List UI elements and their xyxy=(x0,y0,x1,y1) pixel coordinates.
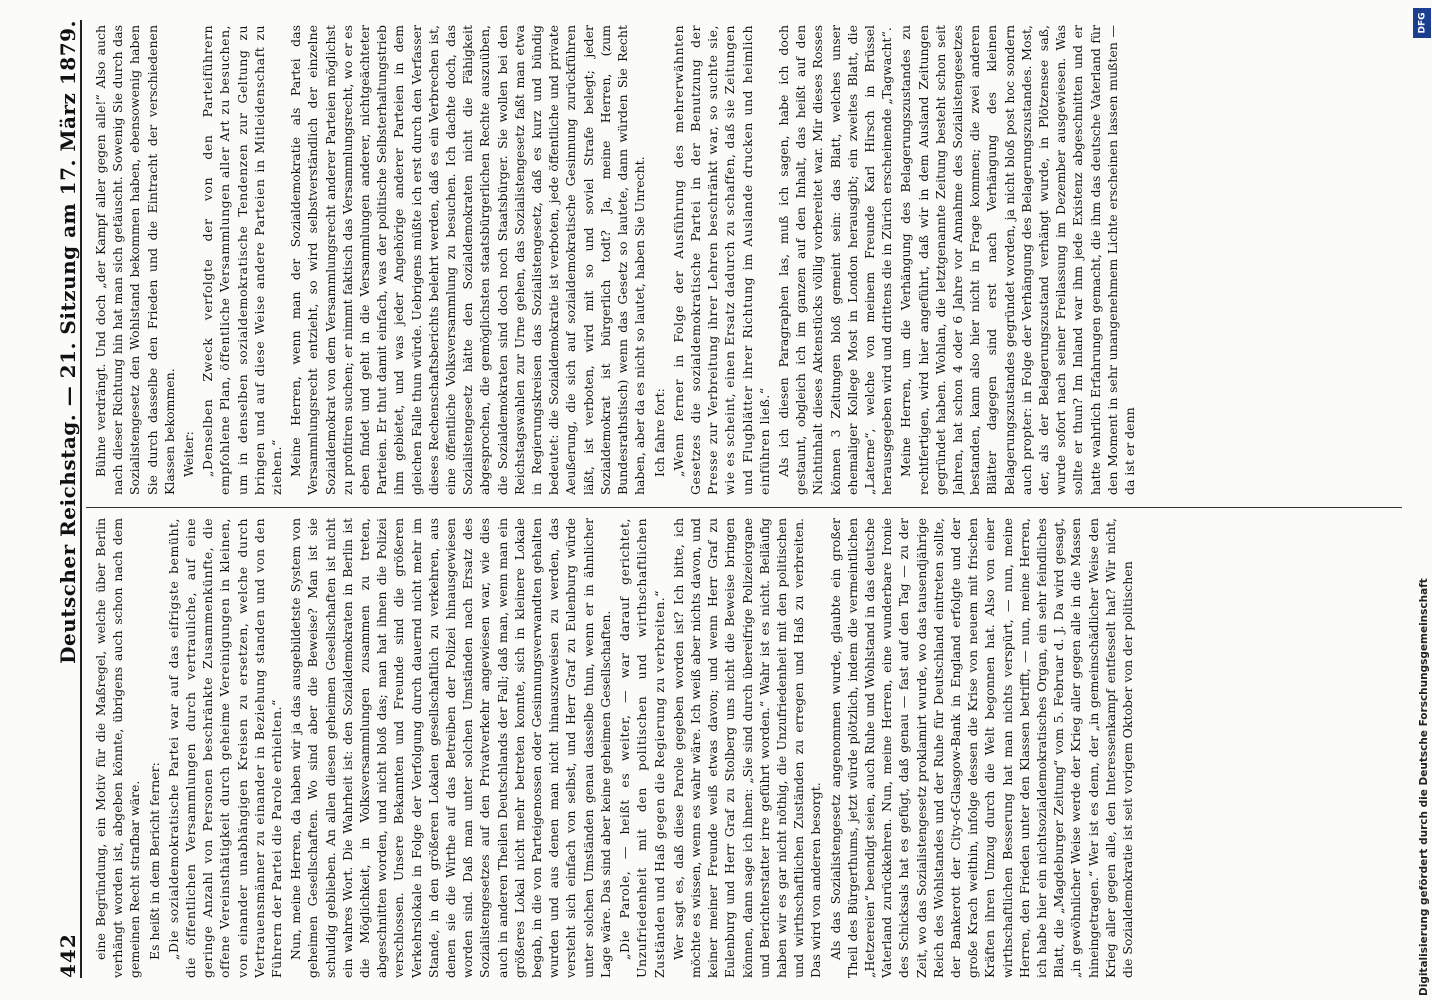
paragraph: Nun, meine Herren, da haben wir ja das ausgebildetste System von geheimen Gesellschaften. Wo sind aber die Beweise? Man ist sie schuldig geblieben. An allen diesen geheimen Gesellschaften ist nicht ein wahres Wort. Die Wahrheit ist: den Sozialdemokraten in Berlin ist die Möglichkeit, in Volksversammlungen zusammen zu treten, abgeschnitten worden, und nicht bloß das; man hat ihnen die Polizei verschlossen. Unsere Bekannten und Freunde sind die größeren Verkehrslokale in Folge der Verfolgung durch dauernd nicht mehr im Stande, in den größeren Lokalen gesellschaftlich zu verkehren, aus denen sie die Wirthe auf das Betreiben der Polizei hinausgewiesen worden sind. Daß man unter solchen Umständen nach Ersatz des Sozialistengesetzes auf den Privatverkehr angewiesen war, wie dies auch in anderen Theilen Deutschlands der Fall; daß man, wenn man ein größeres Lokal nicht mehr betreten konnte, sich in kleinere Lokale begab, in die von Parteigenossen oder Gesinnungsverwandten gehalten wurden und aus denen man nicht hinauszuweisen zu werden, das versteht sich einfach von selbst, und Herr Graf zu Eulenburg würde unter solchen Umständen genau dasselbe thun, wenn er in ähnlicher Lage wäre. Das sind aber keine geheimen Gesellschaften. xyxy=(288,518,613,978)
paragraph: Bühne verdrängt. Und doch „der Kampf aller gegen alle!“ Also auch nach dieser Richtung hin hat man sich getäuscht. Sowenig Sie durch das Sozialistengesetz den Wohlstand bekommen haben, ebensowenig haben Sie durch dasselbe den Frieden und die Eintracht der verschiedenen Klassen bekommen. xyxy=(93,25,177,495)
digitization-credit: Digitalisierung gefördert durch die Deutsche Forschungsgemeinschaft xyxy=(1418,578,1430,996)
paragraph: Wer sagt es, daß diese Parole gegeben worden ist? Ich bitte, ich möchte es wissen, wenn es wahr wäre. Ich weiß aber nichts davon, und keiner meiner Freunde weiß etwas davon; und wenn Herr Graf zu Eulenburg und Herr Graf zu Stolberg uns nicht die Beweise bringen können, dann sage ich ihnen: „Sie sind durch übereifrige Polizeiorgane und Berichterstatter irre geführt worden.“ Wahr ist es nicht. Beiläufig haben wir es gar nicht nöthig, die Unzufriedenheit mit den politischen und wirthschaftlichen Zuständen zu erregen und Haß zu verbreiten. Das wird von anderen besorgt. xyxy=(670,518,824,978)
quote-paragraph: „Die sozialdemokratische Partei war auf das eifrigste bemüht, die öffentlichen Versammlungen durch vertrauliche, auf eine geringe Anzahl von Personen beschränkte Zusammenkünfte, die offene Vereinsthätigkeit durch geheime Vereinigungen in kleinen, von einander unabhängigen Kreisen zu ersetzen, welche durch Vertrauensmänner zu einander in Beziehung standen und von den Führern der Partei die Parole erhielten.“ xyxy=(165,518,285,978)
quote-paragraph: „Die Parole, — heißt es weiter, — war darauf gerichtet, Unzufriedenheit mit den politischen und wirthschaftlichen Zuständen und Haß gegen die Regierung zu verbreiten.“ xyxy=(617,518,667,978)
left-column xyxy=(92,518,1392,978)
paragraph: Ich fahre fort: xyxy=(651,388,667,477)
paragraph: Als das Sozialistengesetz angenommen wurde, glaubte ein großer Theil des Bürgerthums, jetzt würde plötzlich, indem die vermeintlichen „Hetzereien“ beendigt seien, auch Ruhe und Wohlstand in das deutsche Vaterland zurückkehren. Nun, meine Herren, eine wunderbare Ironie des Schicksals hat es gefügt, daß genau — fast auf den Tag — zu der Zeit, wo das Sozialistengesetz proklamirt wurde, wo das tausendjährige Reich des Wohlstandes und der Ruhe für Deutschland eintreten sollte, der Bankerott der City-of-Glasgow-Bank in England erfolgte und der große Krach weithin, infolge dessen die Krise von neuem mit frischen Kräften ihren Umzug durch die Welt begonnen hat. Also von einer wirthschaftlichen Besserung hat man nichts verspürt, — nun, meine Herren, den Frieden unter den Klassen betrifft, — nun, meine Herren, ich habe hier ein nichtsozialdemokratisches Organ, ein sehr feindliches Blatt, die „Magdeburger Zeitung“ vom 5. Februar d. J. Da wird gesagt, „in gewöhnlicher Weise werde der Krieg aller gegen alle in die Massen hineingetragen.“ Wer ist es denn, der „in gemeinschädlicher Weise den Krieg aller gegen alle, den Interessenkampf entfesselt hat? Wir nicht, die Sozialdemokratie ist seit vorigem Oktober von der politischen xyxy=(827,518,1135,978)
paragraph: Weiter: xyxy=(181,431,197,477)
paragraph: Meine Herren, um die Verhängung des Belagerungszustandes zu rechtfertigen, wird hier angeführt, daß wir in dem Ausland Zeitungen gegründet haben. Wohlan, die letztgenannte Zeitung besteht schon seit Jahren, hat schon 4 oder 6 Jahre vor Annahme des Sozialistengesetzes bestanden, kann also hier nicht in Frage kommen; die zwei anderen Blätter dagegen sind erst nach Verhängung des kleinen Belagerungszustandes gegründet worden, ja nicht bloß post hoc sondern auch propter: in Folge der Verhängung des Belagerungszustandes. Most, der, als der Belagerungszustand verhängt wurde, in Plötzensee saß, wurde sofort nach seiner Freilassung im Dezember ausgewiesen. Was sollte er thun? Im Inland war ihm jede Existenz abgeschnitten und er hatte wahrlich Erfahrungen gemacht, die ihm das deutsche Vaterland für den Moment in sehr unangenehmem Lichte erscheinen lassen mußten — da ist er denn xyxy=(898,25,1137,495)
paragraph: Es heißt in dem Bericht ferner: xyxy=(146,762,162,960)
dfg-logo-icon xyxy=(1413,8,1431,38)
paragraph: Als ich diesen Paragraphen las, muß ich sagen, habe ich doch gestaunt, obgleich ich im ganzen auf den Inhalt, das heißt auf den Nichtinhalt dieses Aktenstücks völlig vorbereitet war. Mir dieses Rosses können 3 Zeitungen bloß gemeint sein: das Blatt, welches unser ehemaliger Kollege Most in London herausgibt; ein zweites Blatt, die „Laterne“, welche von meinem Freunde Karl Hirsch in Brüssel herausgegeben wird und drittens die in Zürich erscheinende „Tagwacht“. xyxy=(775,25,895,495)
page-title: Deutscher Reichstag. — 21. Sitzung am 17. März 1879. xyxy=(56,20,80,664)
quote-paragraph: „Denselben Zweck verfolgte der von den Parteiführern empfohlene Plan, öffentliche Versammlungen aller Art zu besuchen, um in denselben sozialdemokratische Tendenzen zur Geltung zu bringen und auf diese Weise andere Parteien in Mitleidenschaft zu ziehen.“ xyxy=(200,25,285,495)
dfg-logo-label: DFG xyxy=(1417,12,1428,34)
quote-paragraph: „Wenn ferner in Folge der Ausführung des mehrerwähnten Gesetzes die sozialdemokratische Partei in der Benutzung der Presse zur Verbreitung ihrer Lehren beschränkt war, so suchte sie, wie es scheint, einen Ersatz dadurch zu schaffen, daß sie Zeitungen und Flugblätter ihrer Richtung im Auslande drucken und heimlich einführen ließ.“ xyxy=(670,25,772,495)
page-header xyxy=(40,20,82,978)
right-column xyxy=(92,25,1392,495)
paragraph: eine Begründung, ein Motiv für die Maßregel, welche über Berlin verhängt worden ist, abgeben könnte, übrigens auch schon nach dem gemeinen Recht strafbar wäre. xyxy=(93,518,143,978)
column-divider xyxy=(86,507,1402,508)
paragraph: Meine Herren, wenn man der Sozialdemokratie als Partei das Versammlungsrecht entzieht, so wird selbstverständlich der einzelne Sozialdemokrat von dem Versammlungsrecht anderer Parteien möglichst zu profitiren suchen; er nimmt faktisch das Versammlungsrecht, wo er es eben findet und geht in die Versammlungen anderer, nichtgeächteter Parteien. Er thut damit einfach, was der politische Selbsterhaltungstrieb ihm gebietet, und was jeder Angehörige anderer Parteien in dem gleichen Falle thun würde. Uebrigens müßte ich erst durch den Verfasser dieses Rechenschaftsberichts belehrt werden, daß es ein Verbrechen ist, eine öffentliche Volksversammlung zu besuchen. Ich dachte doch, das Sozialistengesetz hätte den Sozialdemokraten nicht die Fähigkeit abgesprochen, die gemöglichsten staatsbürgerlichen Rechte auszuüben, die Sozialdemokraten sind doch noch Staatsbürger. Sie wollen bei den Reichstagswahlen zur Urne gehen, das Sozialistengesetz faßt man etwa in Regierungskreisen das Sozialistengesetz, daß es kurz und bündig bedeutet: die Sozialdemokratie ist verboten, jede öffentliche und private Aeußerung, die sich auf sozialdemokratische Gesinnung zurückführen läßt, ist verboten, wird mit so und soviel Strafe belegt; jeder Sozialdemokrat ist bürgerlich todt? Ja, meine Herren, (zum Bundesrathstisch) wenn das Gesetz so lautete, dann würden Sie Recht haben, aber da es nicht so lautet, haben Sie Unrecht. xyxy=(288,25,648,495)
page-number: 442 xyxy=(56,933,80,978)
